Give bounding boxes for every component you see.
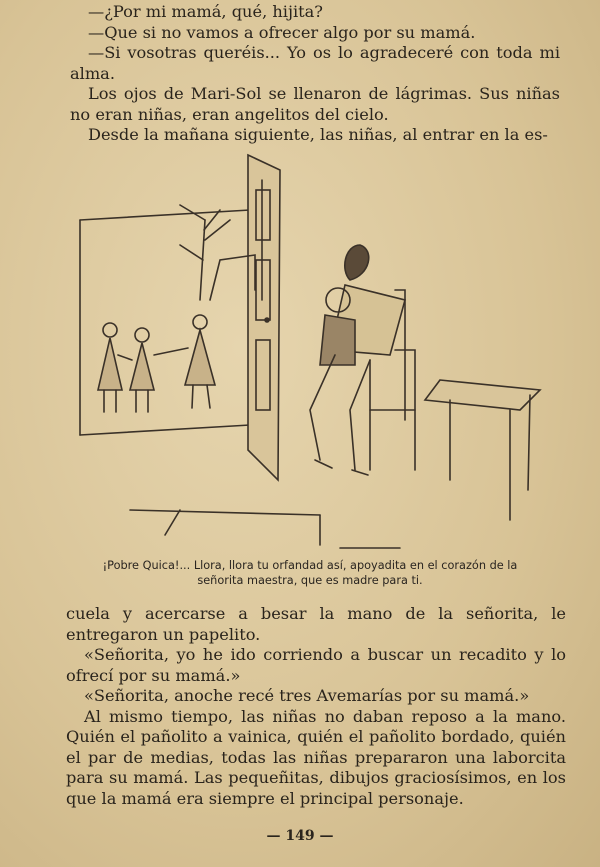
paragraph: cuela y acercarse a besar la mano de la señorita, le entregaron un papelito. bbox=[66, 604, 566, 644]
paragraph: Los ojos de Mari-Sol se llenaron de lágrimas. Sus niñas no eran niñas, eran angelitos del cielo. bbox=[70, 84, 560, 124]
classroom-illustration bbox=[70, 150, 550, 555]
paragraph: —¿Por mi mamá, qué, hijita? bbox=[88, 2, 323, 21]
paragraph: «Señorita, anoche recé tres Avemarías por su mamá.» bbox=[84, 686, 530, 705]
paragraph: «Señorita, yo he ido corriendo a buscar un recadito y lo ofrecí por su mamá.» bbox=[66, 645, 566, 685]
paragraph: —Si vosotras queréis... Yo os lo agradeceré con toda mi alma. bbox=[70, 43, 560, 83]
bottom-text-block bbox=[66, 604, 566, 809]
illustration-caption: ¡Pobre Quica!... Llora, llora tu orfandad así, apoyadita en el corazón de la señorita maestra, que es madre para ti. bbox=[102, 559, 518, 587]
paragraph: —Que si no vamos a ofrecer algo por su mamá. bbox=[88, 22, 476, 42]
page-number: — 149 — bbox=[266, 828, 334, 844]
paragraph: Al mismo tiempo, las niñas no daban reposo a la mano. Quién el pañolito a vainica, quién el pañolito bordado, quién el par de medias, todas las niñas prepararon una laborcita para su mamá. Las pequeñitas, dibujos graciosísimos, en los que la mamá era siempre el principal personaje. bbox=[66, 706, 566, 808]
top-text-block bbox=[70, 2, 560, 146]
paragraph: Desde la mañana siguiente, las niñas, al entrar en la es- bbox=[88, 125, 548, 144]
